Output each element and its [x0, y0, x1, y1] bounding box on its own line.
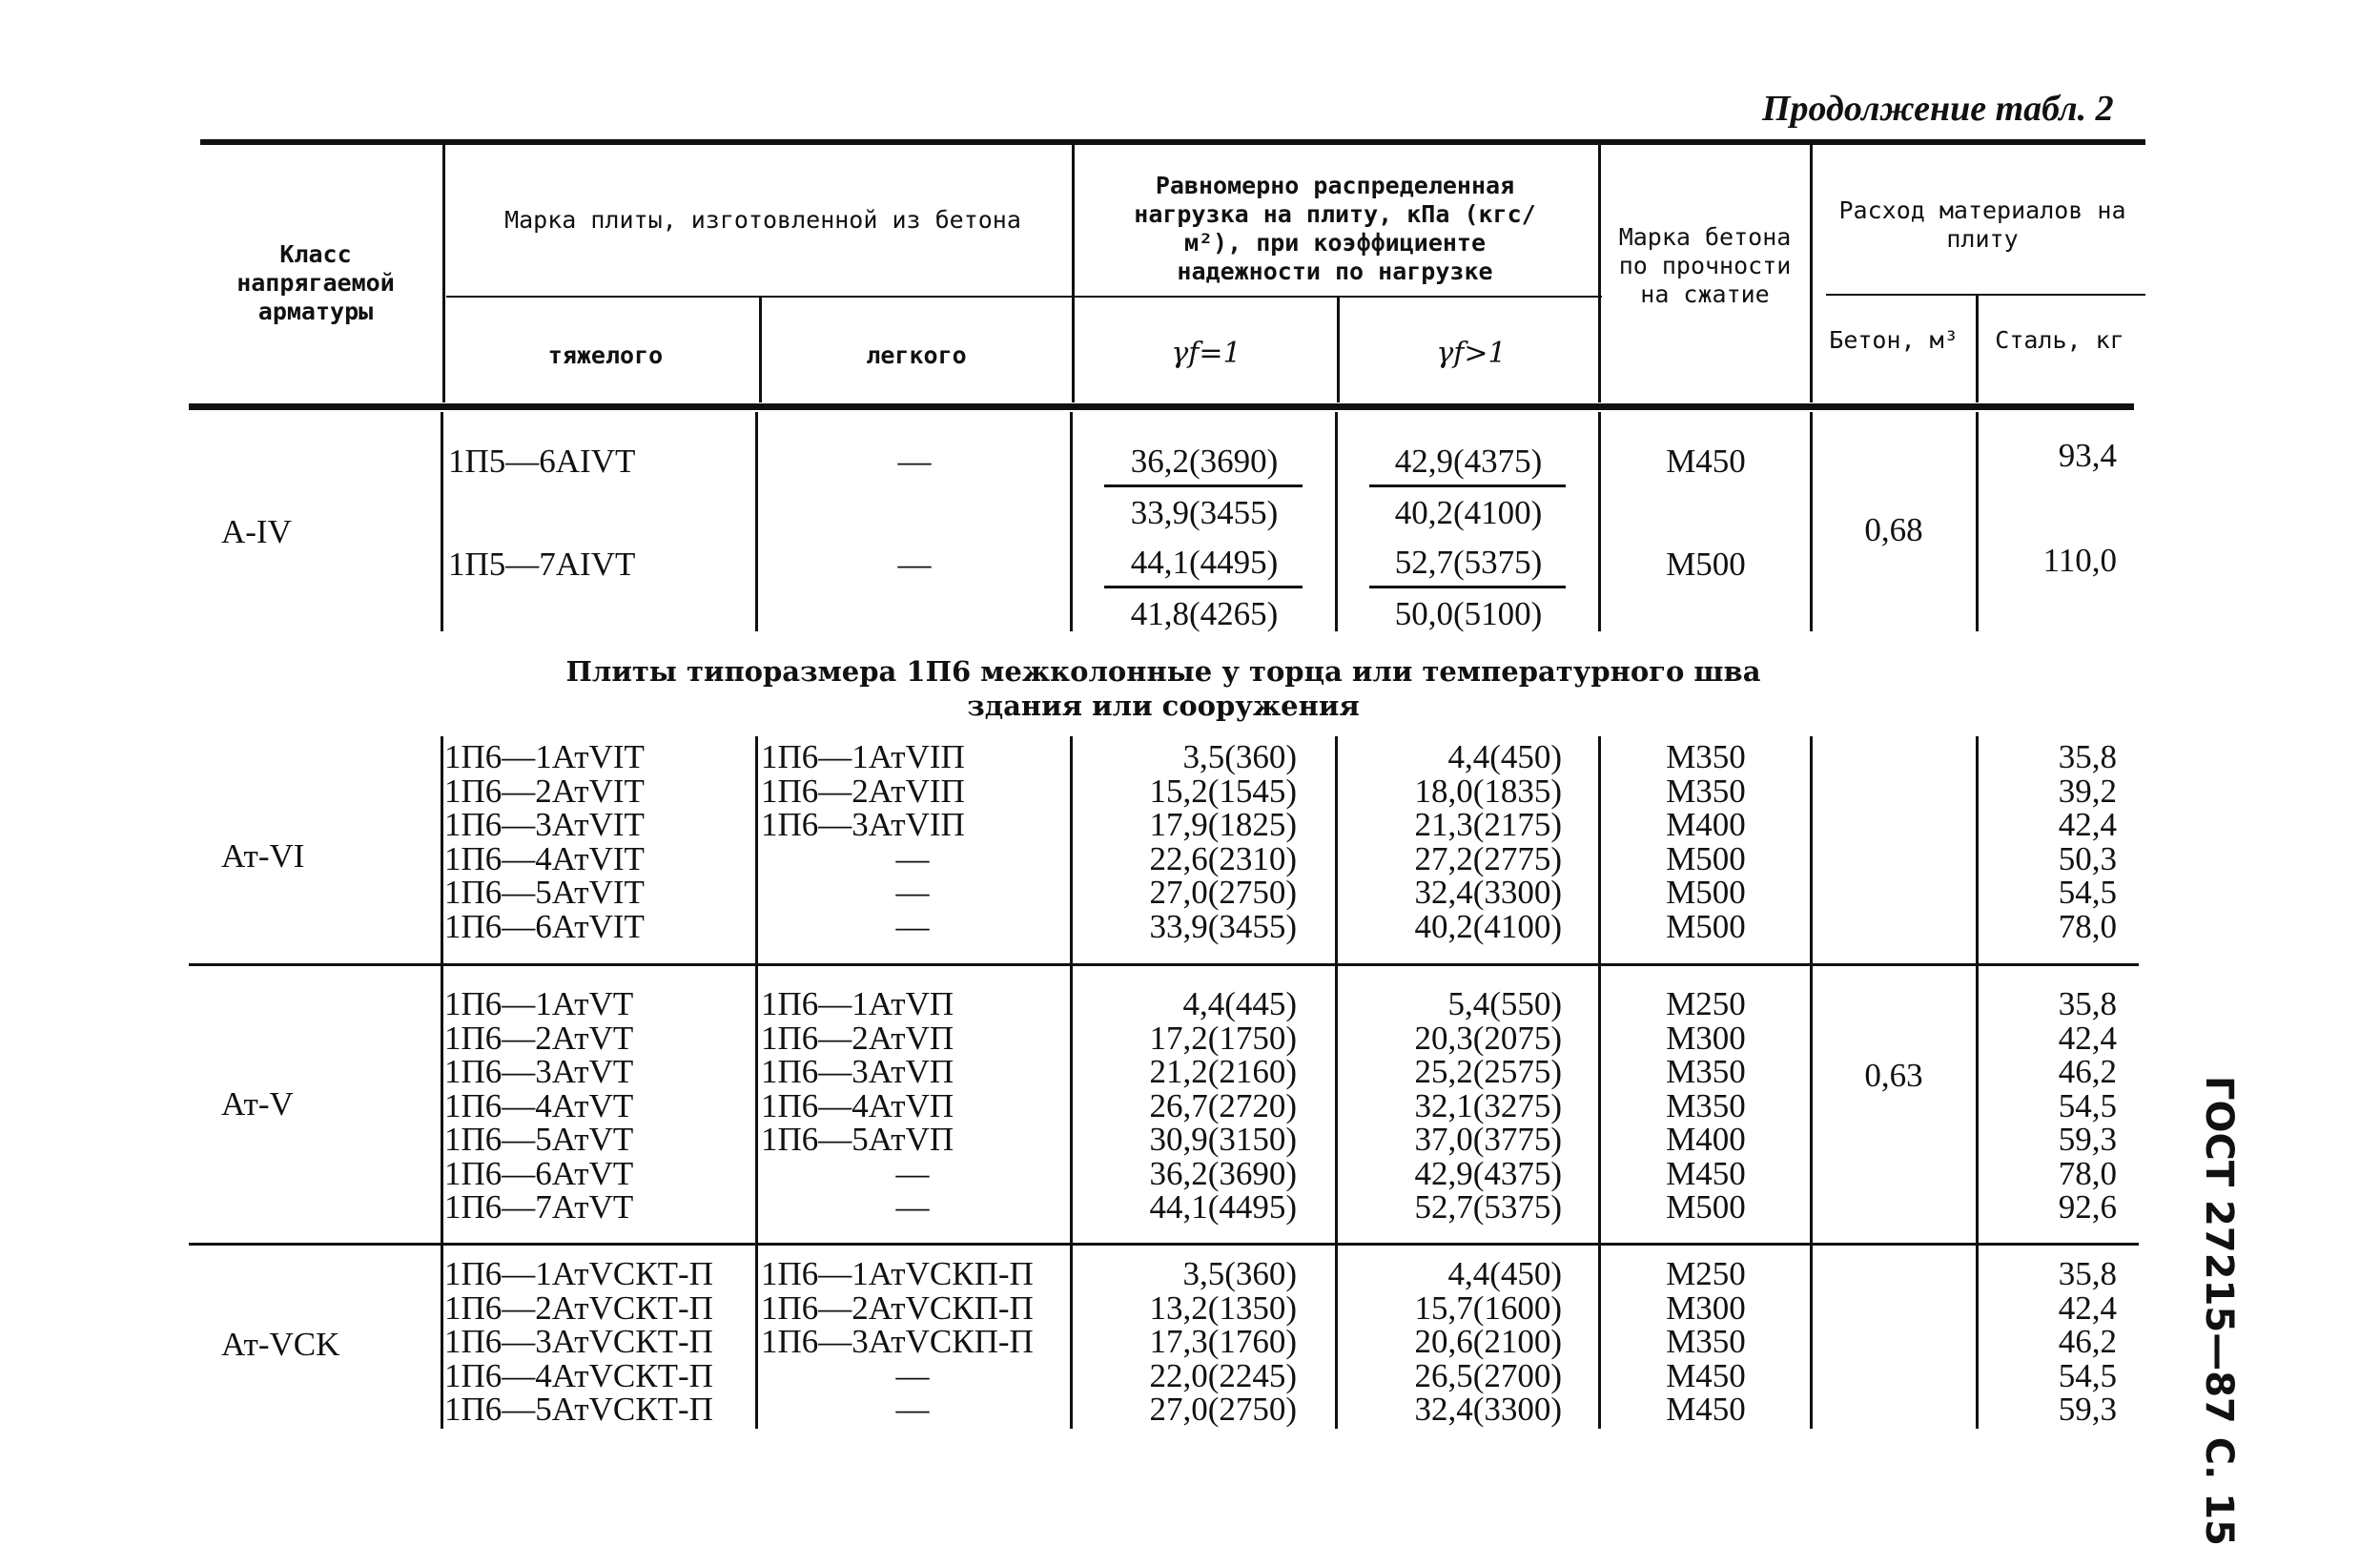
header-rule-materials	[1826, 294, 2145, 296]
cell-grade: M350	[1666, 772, 1746, 810]
cell-grade: M500	[1666, 839, 1746, 877]
cell-load1: 36,2(3690)	[1149, 1154, 1297, 1192]
cell-light: —	[895, 839, 930, 877]
header-rule-mark	[446, 296, 1602, 298]
cell-heavy: 1П6—1АтVСКТ-П	[444, 1255, 713, 1292]
cell-steel: 35,8	[2058, 985, 2117, 1022]
cell-load1: 30,9(3150)	[1149, 1121, 1297, 1158]
cell-steel: 42,4	[2058, 1288, 2117, 1327]
cell-load1: 44,1(4495)	[1149, 1188, 1297, 1226]
cell-grade: M500	[1666, 1188, 1746, 1226]
cell-grade: M250	[1666, 985, 1746, 1022]
cell-load1: 27,0(2750)	[1149, 874, 1297, 911]
cell-light: 1П6—1АтVIП	[761, 738, 965, 775]
cell-light: —	[895, 1391, 930, 1428]
cell-grade: M500	[1666, 907, 1746, 945]
cell-grade: M450	[1666, 1356, 1746, 1394]
cell-load1: 3,5(360)	[1182, 1255, 1297, 1292]
cell-steel: 92,6	[2058, 1188, 2117, 1226]
cell-heavy: 1П6—2АтVТ	[444, 1019, 634, 1057]
header-gamma-1: γf=1	[1171, 337, 1241, 370]
cell-grade: M250	[1666, 1255, 1746, 1292]
cell-light: 1П6—3АтVIП	[761, 806, 965, 843]
side-running-header: ГОСТ 27215—87 С. 15	[2197, 1076, 2241, 1546]
cell-heavy: 1П6—6АтVIТ	[444, 907, 645, 945]
cell-load1: 26,7(2720)	[1149, 1086, 1297, 1124]
section-title: Плиты типоразмера 1П6 межколонные у торца или температурного шва здания или сооружения	[565, 655, 1761, 722]
cell-light: 1П6—2АтVП	[761, 1019, 954, 1057]
cell-load1: 17,9(1825)	[1149, 806, 1297, 843]
cell-load1: 22,6(2310)	[1149, 839, 1297, 877]
cell-load1: 33,9(3455)	[1149, 907, 1297, 945]
cell-heavy: 1П6—3АтVСКТ-П	[444, 1323, 713, 1360]
cell-load2: 20,6(2100)	[1414, 1323, 1562, 1360]
cell-grade: M350	[1666, 738, 1746, 775]
cell-steel: 78,0	[2058, 907, 2117, 945]
cell-load2: 25,2(2575)	[1414, 1053, 1562, 1090]
cell-load2: 4,4(450)	[1447, 1255, 1562, 1292]
class-label: Ат-VI	[221, 837, 305, 875]
cell-heavy: 1П6—5АтVСКТ-П	[444, 1391, 713, 1428]
cell-light: 1П6—5АтVП	[761, 1121, 954, 1158]
document-page: Продолжение табл. 2 ГОСТ 27215—87 С. 15 Класс напрягаемой арматуры Марка плиты, изготовленной из бетона тяжелого легкого Равномерно распределенная нагрузка на плиту, кПа (кгс/м²), при коэффициенте надежности по нагрузке γf=1 γf>1 Марка бетона по прочности на сжатие Расход материалов на плиту Бетон, м³ Сталь, кг A-IV 0,68 1П5—6AIVT — 36,2(3690) 33,9(3455) 42,9(4375) 40,2(4100) M450 93,4 1П5—7AIVT — 44,1(4495) 41,8(4265) 52,7(5375) 50,0(5100) M500 110,0 Плиты типоразмера 1П6 межколонные у торца или температурного шва здания или сооружения Ат-VI 1П6—1АтVIТ 1П6—1АтVIП 3,5(360) 4,4(450) M350 35,8 1П6—2АтVIТ 1П6—2АтVIП 15,2(1545) 18,0(1835) M350 39,2 1П6—3АтVIТ 1П6—3АтVIП 17,9(1825) 21,3(2175) M400 42,4 1П6—4АтVIТ — 22,6(2310) 27,2(2775) M500 50,3 1П6—5АтVIТ — 27,0(2750) 32,4(3300) M500 54,5 1П6—6АтVIТ — 33,9(3455) 40,2(4100) M500 78,0 Ат-V 1П6—1АтVТ 1П6—1АтVП 4,4(445) 5,4(550) M250 35,8 1П6—2АтVТ 1П6—2АтVП 17,2(1750) 20,3(2075) M300 42,4 1П6—3АтVТ 1П6—3АтVП 21,2(2160) 25,2(2575) M350 46,2 1П6—4АтVТ 1П6—4АтVП 26,7(2720) 32,1(3275) M350 54,5 1П6—5АтVТ 1П6—5АтVП 30,9(3150) 37,0(3775) M400 59,3 1П6—6АтVТ — 36,2(3690) 42,9(4375) M450 78,0 1П6—7АтVТ — 44,1(4495) 52,7(5375) M500 92,6 Ат-VCK 1П6—1АтVСКТ-П 1П6—1АтVСКП-П 3,5(360) 4,4(450) M250 35,8 1П6—2АтVСКТ-П 1П6—2АтVСКП-П 13,2(1350) 15,7(1600) M300 42,4 1П6—3АтVСКТ-П 1П6—3АтVСКП-П 17,3(1760) 20,6(2100) M350 46,2 1П6—4АтVСКТ-П — 22,0(2245) 26,5(2700) M450 54,5 1П6—5АтVСКТ-П — 27,0(2750) 32,4(3300) M450 59,3 0,63	[0, 0, 2380, 1516]
cell-load1: 17,3(1760)	[1149, 1323, 1297, 1360]
group-rule-1	[189, 963, 2139, 966]
cell-load1: 17,2(1750)	[1149, 1019, 1297, 1057]
cell-steel: 35,8	[2058, 1255, 2117, 1292]
cell-heavy: 1П6—6АтVТ	[444, 1154, 634, 1192]
cell-light: 1П6—4АтVП	[761, 1086, 954, 1124]
cell-light: —	[895, 1154, 930, 1192]
cell-light: 1П6—1АтVСКП-П	[761, 1255, 1034, 1292]
cell-load2: 21,3(2175)	[1414, 806, 1562, 843]
cell-grade: M400	[1666, 1121, 1746, 1158]
cell-heavy: 1П6—7АтVТ	[444, 1188, 634, 1226]
cell-steel: 78,0	[2058, 1154, 2117, 1192]
cell-load2: 27,2(2775)	[1414, 839, 1562, 877]
cell-light: 1П6—3АтVСКП-П	[761, 1323, 1034, 1360]
cell-load1: 22,0(2245)	[1149, 1356, 1297, 1394]
class-label: Ат-VCK	[221, 1326, 340, 1363]
cell-load2: 4,4(450)	[1447, 738, 1562, 775]
header-light: легкого	[866, 341, 967, 369]
cell-light: 1П6—2АтVIП	[761, 772, 965, 810]
header-mark: Марка плиты, изготовленной из бетона	[504, 206, 1021, 234]
concrete-volume-1p6: 0,63	[1864, 1057, 1923, 1094]
cell-steel: 42,4	[2058, 806, 2117, 843]
cell-heavy: 1П6—5АтVIТ	[444, 874, 645, 911]
cell-load1: 3,5(360)	[1182, 738, 1297, 775]
cell-load1: 4,4(445)	[1182, 985, 1297, 1022]
cell-heavy: 1П6—4АтVIТ	[444, 839, 645, 877]
cell-load2: 32,1(3275)	[1414, 1086, 1562, 1124]
header-load: Равномерно распределенная нагрузка на плиту, кПа (кгс/м²), при коэффициенте надежности по нагрузке	[1134, 172, 1536, 285]
header-heavy: тяжелого	[547, 341, 664, 369]
cell-load2: 32,4(3300)	[1414, 1391, 1562, 1428]
cell-load1: 21,2(2160)	[1149, 1053, 1297, 1090]
concrete-volume: 0,68	[1864, 511, 1923, 548]
header-steel: Сталь, кг	[1995, 326, 2124, 354]
cell-steel: 42,4	[2058, 1019, 2117, 1057]
cell-load1: 13,2(1350)	[1149, 1288, 1297, 1327]
cell-load2: 5,4(550)	[1447, 985, 1562, 1022]
cell-heavy: 1П6—4АтVСКТ-П	[444, 1356, 713, 1394]
cell-load2: 37,0(3775)	[1414, 1121, 1562, 1158]
cell-grade: M300	[1666, 1288, 1746, 1327]
cell-heavy: 1П6—5АтVТ	[444, 1121, 634, 1158]
cell-light: —	[895, 907, 930, 945]
cell-light: —	[895, 874, 930, 911]
cell-heavy: 1П6—3АтVIТ	[444, 806, 645, 843]
cell-heavy: 1П6—4АтVТ	[444, 1086, 634, 1124]
cell-grade: M450	[1666, 1154, 1746, 1192]
top-rule	[200, 139, 2145, 145]
cell-steel: 46,2	[2058, 1053, 2117, 1090]
cell-load2: 32,4(3300)	[1414, 874, 1562, 911]
cell-load2: 15,7(1600)	[1414, 1288, 1562, 1327]
cell-load2: 52,7(5375)	[1414, 1188, 1562, 1226]
cell-steel: 35,8	[2058, 738, 2117, 775]
header-concrete: Бетон, м³	[1829, 326, 1959, 354]
cell-grade: M450	[1666, 1391, 1746, 1428]
cell-grade: M300	[1666, 1019, 1746, 1057]
cell-steel: 39,2	[2058, 772, 2117, 810]
cell-grade: M350	[1666, 1323, 1746, 1360]
cell-load2: 26,5(2700)	[1414, 1356, 1562, 1394]
header-bottom-rule	[189, 403, 2134, 410]
cell-steel: 46,2	[2058, 1323, 2117, 1360]
table-caption: Продолжение табл. 2	[1762, 89, 2114, 129]
group-rule-2	[189, 1243, 2139, 1246]
cell-heavy: 1П6—1АтVТ	[444, 985, 634, 1022]
cell-grade: M350	[1666, 1086, 1746, 1124]
header-materials: Расход материалов на плиту	[1838, 196, 2126, 253]
cell-light: 1П6—2АтVСКП-П	[761, 1288, 1034, 1327]
header-gamma-2: γf>1	[1436, 337, 1507, 370]
header-class: Класс напрягаемой арматуры	[236, 240, 395, 325]
cell-light: —	[895, 1188, 930, 1226]
cell-light: 1П6—3АтVП	[761, 1053, 954, 1090]
cell-steel: 54,5	[2058, 874, 2117, 911]
cell-heavy: 1П6—3АтVТ	[444, 1053, 634, 1090]
cell-steel: 50,3	[2058, 839, 2117, 877]
cell-load1: 27,0(2750)	[1149, 1391, 1297, 1428]
cell-load2: 42,9(4375)	[1414, 1154, 1562, 1192]
cell-heavy: 1П6—1АтVIТ	[444, 738, 645, 775]
cell-grade: M350	[1666, 1053, 1746, 1090]
class-label: Ат-V	[221, 1085, 294, 1123]
cell-grade: M500	[1666, 874, 1746, 911]
cell-steel: 59,3	[2058, 1121, 2117, 1158]
cell-steel: 54,5	[2058, 1356, 2117, 1394]
cell-steel: 54,5	[2058, 1086, 2117, 1124]
cell-grade: M400	[1666, 806, 1746, 843]
cell-steel: 59,3	[2058, 1391, 2117, 1428]
cell-light: 1П6—1АтVП	[761, 985, 954, 1022]
cell-load2: 40,2(4100)	[1414, 907, 1562, 945]
cell-load2: 20,3(2075)	[1414, 1019, 1562, 1057]
cell-load1: 15,2(1545)	[1149, 772, 1297, 810]
cell-light: —	[895, 1356, 930, 1394]
header-concrete-grade: Марка бетона по прочности на сжатие	[1618, 223, 1792, 308]
cell-heavy: 1П6—2АтVIТ	[444, 772, 645, 810]
cell-load2: 18,0(1835)	[1414, 772, 1562, 810]
class-label: A-IV	[221, 513, 292, 550]
cell-heavy: 1П6—2АтVСКТ-П	[444, 1288, 713, 1327]
